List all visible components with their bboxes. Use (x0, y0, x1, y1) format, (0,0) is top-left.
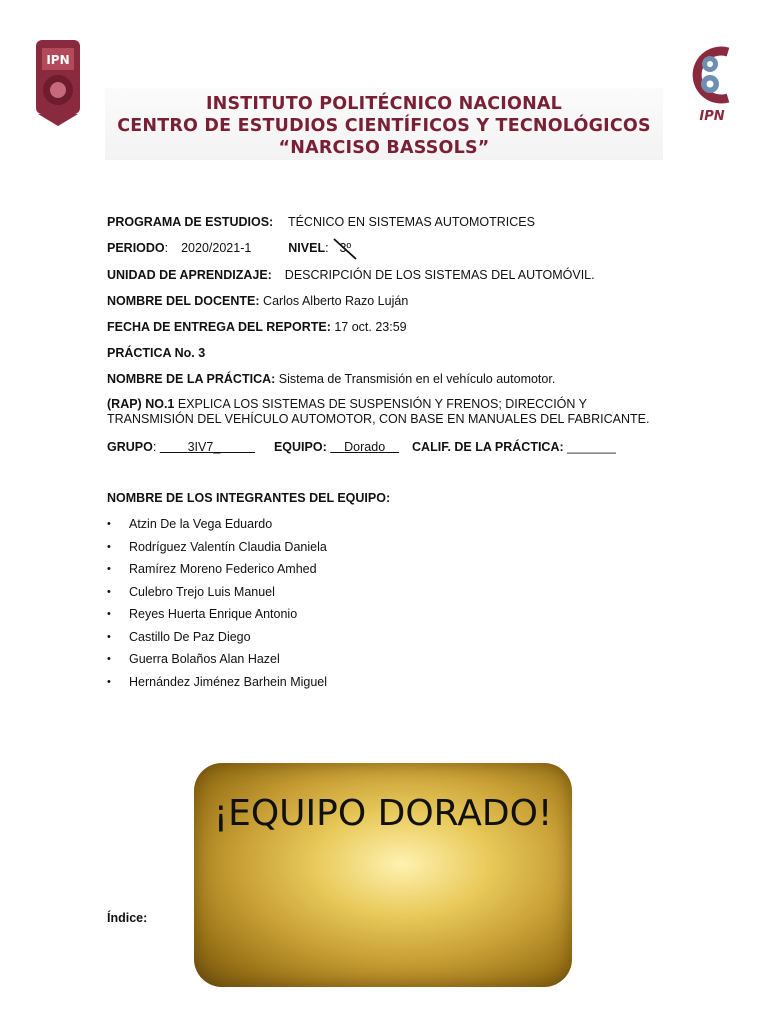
svg-text:IPN: IPN (46, 53, 70, 67)
programa-value: TÉCNICO EN SISTEMAS AUTOMOTRICES (287, 215, 535, 229)
nivel-label: NIVEL (288, 241, 326, 255)
programa-row (107, 215, 535, 230)
rap-label: (RAP) NO.1 (107, 397, 175, 411)
periodo-value: 2020/2021-1 (181, 241, 252, 255)
rap-value: EXPLICA LOS SISTEMAS DE SUSPENSIÓN Y FRENOS; DIRECCIÓN Y TRANSMISIÓN DEL VEHÍCULO AUTOMOTOR, CON BASE EN MANUALES DEL FABRICANTE. (107, 397, 650, 426)
rap-row (107, 397, 667, 427)
fecha-row (107, 320, 407, 335)
equipo-label: EQUIPO: (273, 440, 327, 454)
unidad-label: UNIDAD DE APRENDIZAJE: (107, 268, 272, 282)
team-heading: NOMBRE DE LOS INTEGRANTES DEL EQUIPO: (107, 491, 391, 505)
docente-label: NOMBRE DEL DOCENTE: (107, 294, 260, 308)
list-item: • Culebro Trejo Luis Manuel (107, 584, 327, 607)
institution-name: INSTITUTO POLITÉCNICO NACIONAL (205, 94, 563, 114)
list-item: • Reyes Huerta Enrique Antonio (107, 606, 327, 629)
list-item: • Atzin De la Vega Eduardo (107, 516, 327, 539)
nombre-practica-row (107, 372, 555, 387)
nombre-practica-label: NOMBRE DE LA PRÁCTICA: (107, 372, 276, 386)
indice-label: Índice: (107, 911, 148, 925)
nivel-value-wrap (340, 241, 352, 255)
school-name: CENTRO DE ESTUDIOS CIENTÍFICOS Y TECNOLÓGICOS (117, 116, 651, 136)
list-item: • Rodríguez Valentín Claudia Daniela (107, 539, 327, 562)
practica-row (107, 346, 205, 361)
docente-value: Carlos Alberto Razo Luján (263, 294, 409, 308)
team-heading-row (107, 491, 390, 506)
svg-text:IPN: IPN (699, 109, 725, 124)
calif-value: _______ (567, 440, 616, 454)
nivel-value: 3º (339, 241, 352, 255)
list-item: • Ramírez Moreno Federico Amhed (107, 561, 327, 584)
fecha-value: 17 oct. 23:59 (334, 320, 407, 334)
badge-text: ¡EQUIPO DORADO! (213, 793, 553, 834)
grupo-value: 3IV7 (187, 440, 214, 454)
calif-label: CALIF. DE LA PRÁCTICA: (412, 440, 564, 454)
unidad-row (107, 268, 595, 283)
docente-row (107, 294, 408, 309)
strike-mark (332, 237, 362, 263)
unidad-value: DESCRIPCIÓN DE LOS SISTEMAS DEL AUTOMÓVIL. (284, 268, 595, 282)
equipo-value: Dorado (344, 440, 386, 454)
practica-number: PRÁCTICA No. 3 (107, 346, 206, 360)
grupo-label: GRUPO (107, 440, 153, 454)
grupo-row: GRUPO: 3IV7_ EQUIPO: Dorado CALIF. DE LA PRÁCTICA: _______ (107, 440, 616, 454)
periodo-row: PERIODO: 2020/2021-1 NIVEL: 3º (107, 241, 351, 256)
list-item: • Guerra Bolaños Alan Hazel (107, 651, 327, 674)
school-subtitle: “NARCISO BASSOLS” (278, 138, 490, 158)
list-item: • Castillo De Paz Diego (107, 629, 327, 652)
fecha-label: FECHA DE ENTREGA DEL REPORTE: (107, 320, 331, 334)
gold-badge (194, 763, 572, 987)
list-item: • Hernández Jiménez Barhein Miguel (107, 674, 327, 697)
periodo-label: PERIODO (107, 241, 165, 255)
team-list (107, 516, 327, 696)
nombre-practica-value: Sistema de Transmisión en el vehículo automotor. (278, 372, 556, 386)
programa-label: PROGRAMA DE ESTUDIOS: (107, 215, 274, 229)
